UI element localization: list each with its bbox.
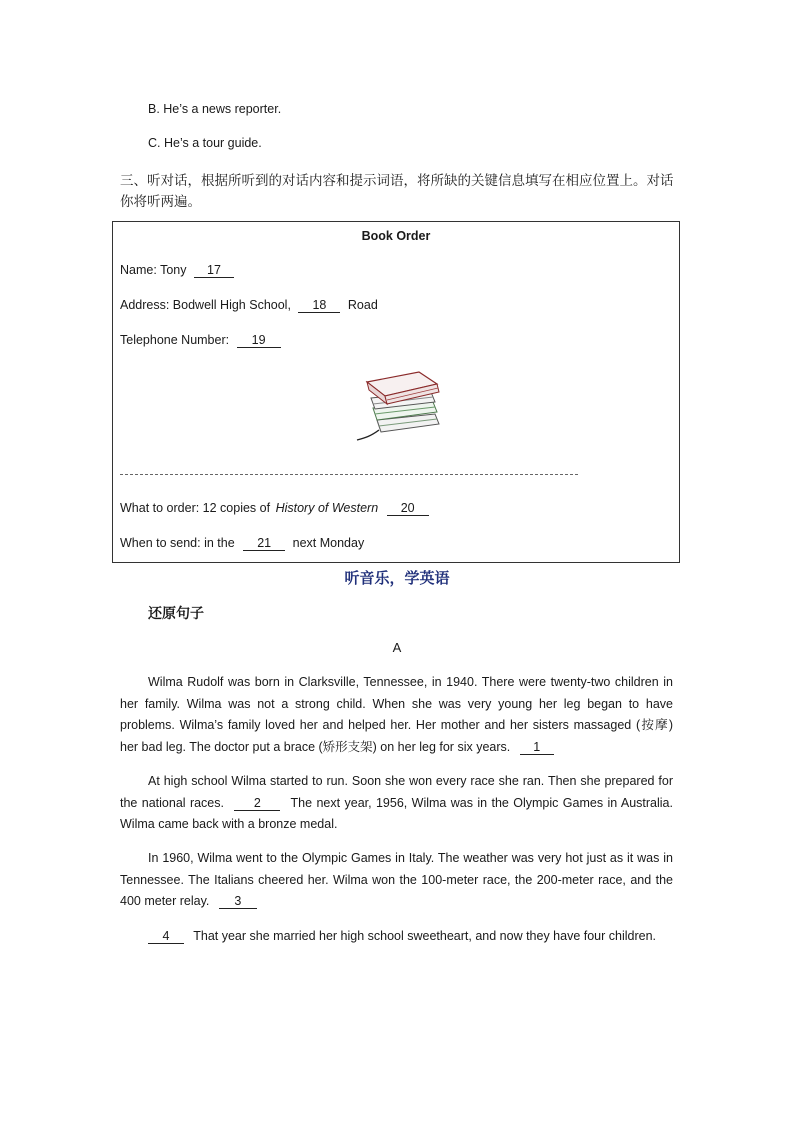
blank-17[interactable]: 17 <box>194 263 234 278</box>
blank-3[interactable]: 3 <box>219 894 257 909</box>
name-row <box>120 263 234 278</box>
subheading: 还原句子 <box>148 605 204 621</box>
blank-19[interactable]: 19 <box>237 333 281 348</box>
music-heading: 听音乐，学英语 <box>344 570 450 587</box>
option-b: B. He’s a news reporter. <box>148 102 282 116</box>
paragraph-2-text: At high school Wilma started to run. Soon she won every race she ran. Then she prepared for the national races. <box>120 774 673 810</box>
section-3-instruction: 三、听对话，根据所听到的对话内容和提示词语，将所缺的关键信息填写在相应位置上。对话你将听两遍。 <box>120 173 674 209</box>
paragraph-2-after: The next year, 1956, Wilma was in the Olympic Games in Australia. Wilma came back with a bronze medal. <box>120 795 673 831</box>
paragraph-4-text: That year she married her high school sweetheart, and now they have four children. <box>193 929 657 943</box>
book-order-title: Book Order <box>361 229 431 243</box>
book-stack-icon <box>349 362 445 448</box>
order-row <box>120 501 429 516</box>
address-row <box>120 298 378 313</box>
order-label: What to order: 12 copies of <box>120 501 271 515</box>
send-label: When to send: in the <box>120 536 235 550</box>
paragraph-4 <box>120 926 673 948</box>
address-suffix: Road <box>347 298 378 312</box>
blank-2[interactable]: 2 <box>234 796 280 811</box>
blank-4[interactable]: 4 <box>148 929 184 944</box>
paragraph-1-text: Wilma Rudolf was born in Clarksville, Tennessee, in 1940. There were twenty-two children in her family. Wilma was not a strong child. When she was very young her leg began to have problems. Wilma’s family loved her and helped her. Her mother and her sisters massaged (按摩) her bad leg. The doctor put a brace (矫形支架) on her leg for six years. <box>120 675 673 754</box>
send-suffix: next Monday <box>292 536 365 550</box>
paragraph-3 <box>120 848 673 913</box>
blank-21[interactable]: 21 <box>243 536 285 551</box>
name-label: Name: Tony <box>120 263 187 277</box>
option-c: C. He’s a tour guide. <box>148 136 262 150</box>
address-label: Address: Bodwell High School, <box>120 298 291 312</box>
blank-18[interactable]: 18 <box>298 298 340 313</box>
paragraph-1 <box>120 672 673 758</box>
book-order-form <box>112 221 680 563</box>
phone-row <box>120 333 281 348</box>
blank-1[interactable]: 1 <box>520 740 554 755</box>
passage-letter: A <box>392 640 402 655</box>
order-book-title: History of Western <box>275 501 379 515</box>
paragraph-2 <box>120 771 673 836</box>
paragraph-3-text: In 1960, Wilma went to the Olympic Games in Italy. The weather was very hot just as it was in Tennessee. The Italians cheered her. Wilma won the 100-meter race, the 200-meter race, and the 400 meter relay. <box>120 851 673 908</box>
dashed-divider <box>120 474 578 475</box>
send-row <box>120 536 364 551</box>
phone-label: Telephone Number: <box>120 333 230 347</box>
blank-20[interactable]: 20 <box>387 501 429 516</box>
